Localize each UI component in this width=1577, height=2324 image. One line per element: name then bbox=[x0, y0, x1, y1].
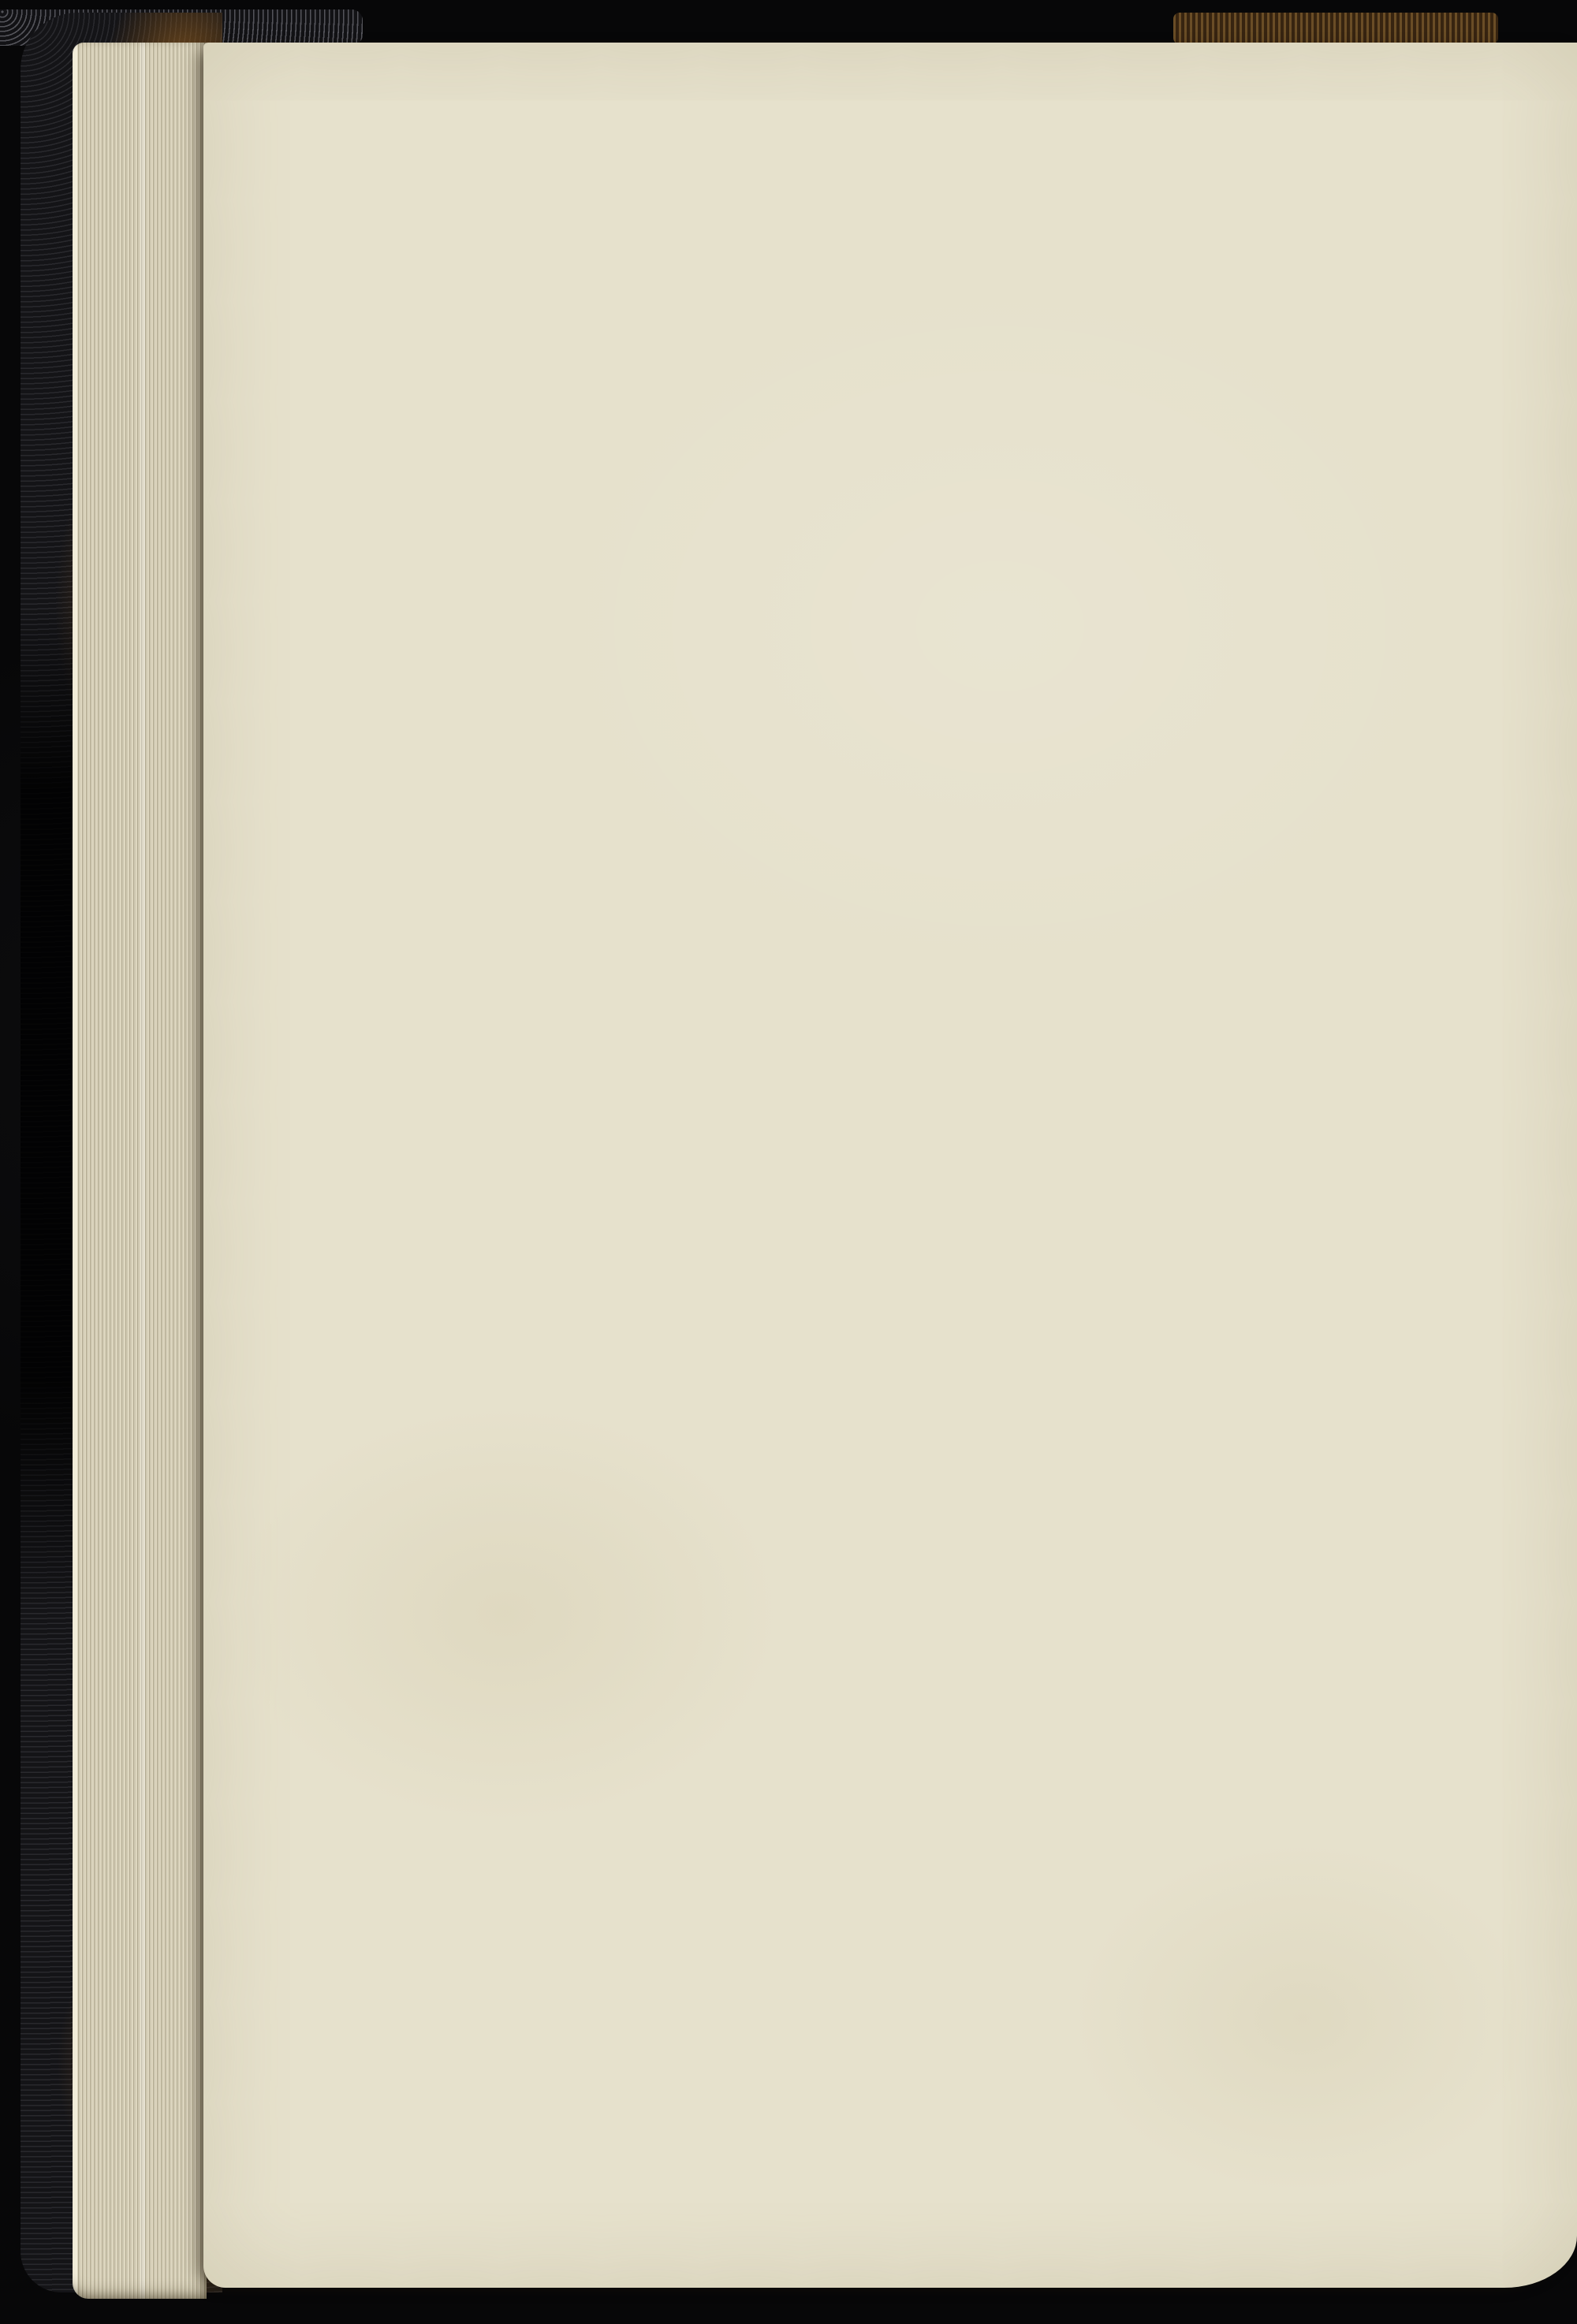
cover-cloth-top-right-texture bbox=[1173, 13, 1498, 44]
book-page bbox=[203, 43, 1577, 2288]
page-edge-stack bbox=[73, 43, 207, 2299]
